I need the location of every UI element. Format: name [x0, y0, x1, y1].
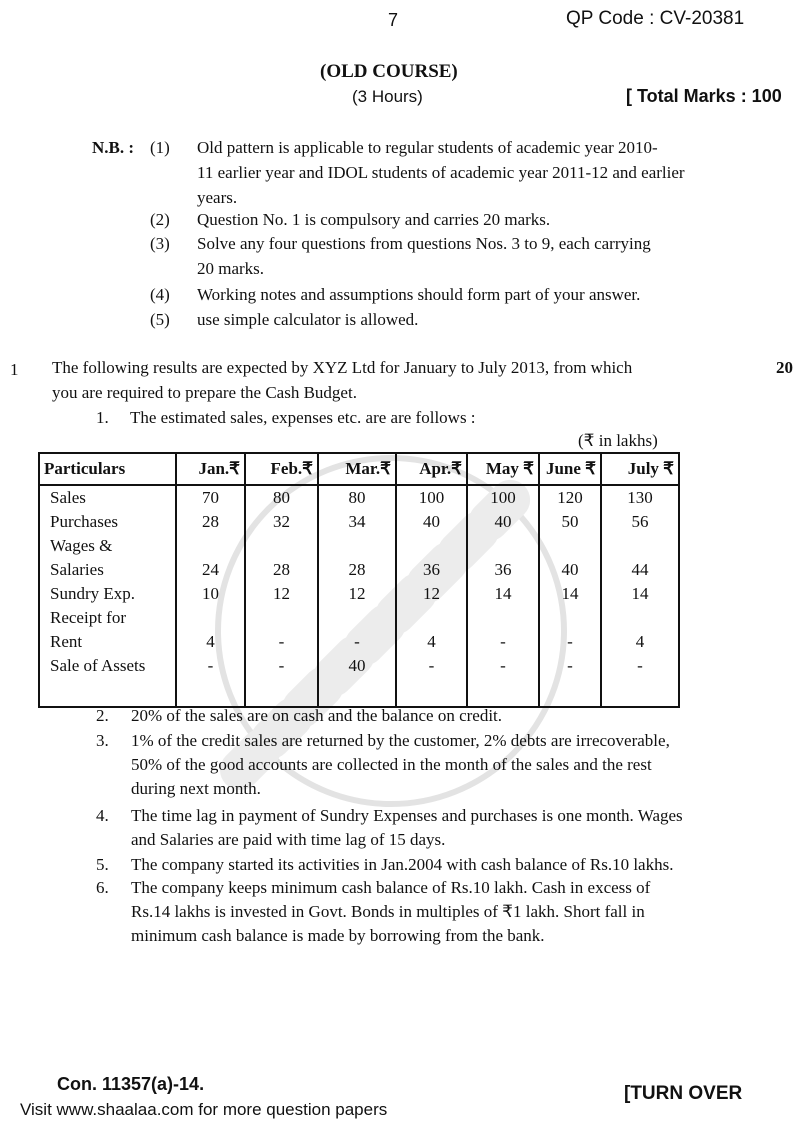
table-cell: 100 — [467, 485, 539, 510]
table-cell: - — [601, 654, 679, 707]
table-cell: 80 — [318, 485, 396, 510]
row-label-line: Salaries — [50, 560, 104, 579]
table-row — [39, 534, 679, 582]
nb-item-number: (5) — [150, 310, 170, 329]
row-label — [39, 654, 176, 707]
nb-item-line: Question No. 1 is compulsory and carries 20 marks. — [197, 210, 551, 229]
nb-item-number: (3) — [150, 234, 170, 253]
turn-over: [TURN OVER — [624, 1083, 743, 1104]
row-label-line: Receipt for — [50, 608, 126, 627]
table-cell: 120 — [539, 485, 601, 510]
unit-note: (₹ in lakhs) — [578, 431, 658, 450]
question-line: you are required to prepare the Cash Budget. — [52, 383, 357, 402]
point-line: The company keeps minimum cash balance of Rs.10 lakh. Cash in excess of — [131, 878, 651, 897]
table-cell: 4 — [396, 606, 467, 654]
row-label — [39, 606, 176, 654]
point-line: minimum cash balance is made by borrowing from the bank. — [131, 926, 545, 945]
point-line: and Salaries are paid with time lag of 15 days. — [131, 830, 446, 849]
duration: (3 Hours) — [352, 87, 423, 106]
nb-item-line: years. — [197, 188, 238, 207]
budget-table — [38, 452, 680, 708]
point-number: 5. — [96, 855, 109, 874]
table-cell: - — [176, 654, 245, 707]
table-cell: 4 — [601, 606, 679, 654]
point-line: The time lag in payment of Sundry Expenses and purchases is one month. Wages — [131, 806, 683, 825]
table-row — [39, 510, 679, 534]
row-label — [39, 485, 176, 510]
table-cell: 40 — [396, 510, 467, 534]
table-cell: - — [467, 654, 539, 707]
point-number: 3. — [96, 731, 109, 750]
con-code: Con. 11357(a)-14. — [57, 1074, 205, 1094]
row-label — [39, 582, 176, 606]
table-cell: 56 — [601, 510, 679, 534]
row-label-line: Sundry Exp. — [50, 584, 135, 603]
nb-item-line: use simple calculator is allowed. — [197, 310, 419, 329]
table-row — [39, 485, 679, 510]
point-line: The company started its activities in Jan.2004 with cash balance of Rs.10 lakhs. — [131, 855, 674, 874]
table-cell: 12 — [318, 582, 396, 606]
page-number: 7 — [388, 10, 399, 30]
table-cell: - — [539, 606, 601, 654]
table-cell: 4 — [176, 606, 245, 654]
nb-item-number: (4) — [150, 285, 170, 304]
table-cell: - — [396, 654, 467, 707]
point-number: 4. — [96, 806, 109, 825]
table-cell: - — [539, 654, 601, 707]
point-text: The estimated sales, expenses etc. are are follows : — [130, 408, 476, 427]
nb-label: N.B. : — [92, 138, 135, 157]
table-cell: 28 — [176, 510, 245, 534]
column-header: July ₹ — [601, 453, 679, 485]
question-line: The following results are expected by XYZ Ltd for January to July 2013, from which — [52, 358, 633, 377]
column-header: Mar.₹ — [318, 453, 396, 485]
column-header: June ₹ — [539, 453, 601, 485]
column-header: Apr.₹ — [396, 453, 467, 485]
table-cell: 130 — [601, 485, 679, 510]
row-label — [39, 534, 176, 582]
table-cell: 34 — [318, 510, 396, 534]
table-cell: 28 — [245, 534, 318, 582]
nb-item-line: Solve any four questions from questions Nos. 3 to 9, each carrying — [197, 234, 651, 253]
table-cell: - — [245, 606, 318, 654]
table-cell: 12 — [396, 582, 467, 606]
table-cell: - — [245, 654, 318, 707]
column-header: May ₹ — [467, 453, 539, 485]
nb-item-line: 20 marks. — [197, 259, 265, 278]
table-cell: 80 — [245, 485, 318, 510]
table-cell: 36 — [396, 534, 467, 582]
point-line: 50% of the good accounts are collected in the month of the sales and the rest — [131, 755, 652, 774]
course-title: (OLD COURSE) — [320, 61, 458, 82]
table-row — [39, 654, 679, 707]
row-label-line: Purchases — [50, 512, 118, 531]
table-cell: 32 — [245, 510, 318, 534]
row-label-line: Sale of Assets — [50, 656, 146, 675]
point-line: Rs.14 lakhs is invested in Govt. Bonds in multiples of ₹1 lakh. Short fall in — [131, 902, 645, 921]
table-cell: - — [467, 606, 539, 654]
table-cell: 14 — [601, 582, 679, 606]
table-cell: 14 — [467, 582, 539, 606]
total-marks: [ Total Marks : 100 — [626, 86, 782, 106]
table-cell: 12 — [245, 582, 318, 606]
table-cell: 44 — [601, 534, 679, 582]
table-cell: 50 — [539, 510, 601, 534]
table-cell: 28 — [318, 534, 396, 582]
question-number: 1 — [10, 360, 19, 379]
nb-item-line: Working notes and assumptions should form part of your answer. — [197, 285, 641, 304]
table-cell: 14 — [539, 582, 601, 606]
point-line: 1% of the credit sales are returned by the customer, 2% debts are irrecoverable, — [131, 731, 670, 750]
nb-item-line: 11 earlier year and IDOL students of academic year 2011-12 and earlier — [197, 163, 685, 182]
nb-item-line: Old pattern is applicable to regular students of academic year 2010- — [197, 138, 658, 157]
question-marks: 20 — [776, 358, 793, 377]
table-header-row — [39, 453, 679, 485]
point-line: 20% of the sales are on cash and the balance on credit. — [131, 706, 503, 725]
nb-item-number: (2) — [150, 210, 170, 229]
nb-item-number: (1) — [150, 138, 170, 157]
qp-code: QP Code : CV-20381 — [566, 8, 745, 29]
table-cell: 24 — [176, 534, 245, 582]
table-cell: 40 — [318, 654, 396, 707]
row-label-line: Wages & — [50, 536, 113, 555]
point-line: during next month. — [131, 779, 261, 798]
table-cell: 70 — [176, 485, 245, 510]
table-cell: 100 — [396, 485, 467, 510]
row-label-line: Rent — [50, 632, 83, 651]
column-header: Particulars — [39, 453, 176, 485]
table-cell: 40 — [539, 534, 601, 582]
point-number: 1. — [96, 408, 109, 427]
table-cell: - — [318, 606, 396, 654]
point-number: 2. — [96, 706, 109, 725]
row-label-line: Sales — [50, 488, 86, 507]
table-cell: 40 — [467, 510, 539, 534]
table-row — [39, 606, 679, 654]
row-label — [39, 510, 176, 534]
table-row — [39, 582, 679, 606]
table-cell: 10 — [176, 582, 245, 606]
table-cell: 36 — [467, 534, 539, 582]
column-header: Jan.₹ — [176, 453, 245, 485]
visit-link[interactable]: Visit www.shaalaa.com for more question papers — [20, 1100, 388, 1119]
column-header: Feb.₹ — [245, 453, 318, 485]
point-number: 6. — [96, 878, 109, 897]
